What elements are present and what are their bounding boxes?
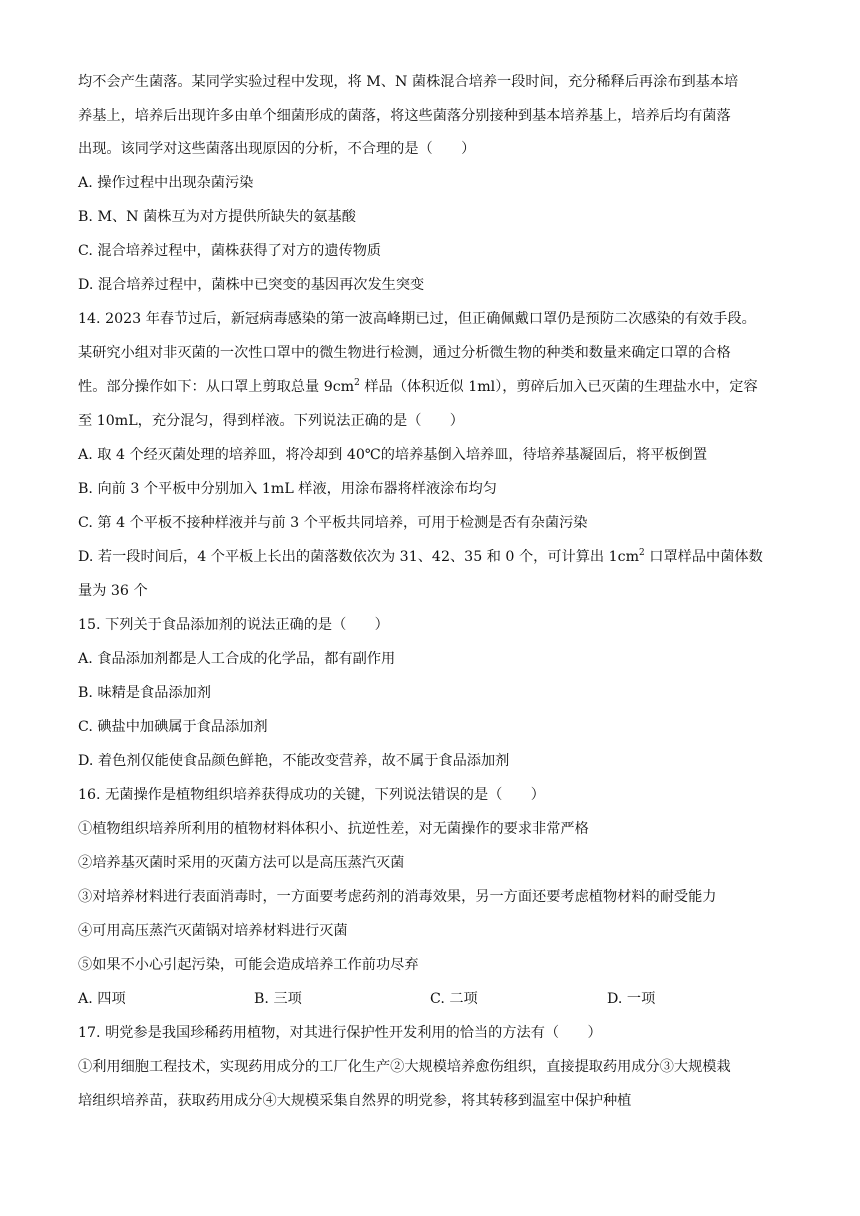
q16-statement-5: ⑤如果不小心引起污染，可能会造成培养工作前功尽弃 xyxy=(78,957,419,973)
q16-option-a: A. 四项 xyxy=(78,991,126,1007)
q13-option-d: D. 混合培养过程中，菌株中已突变的基因再次发生突变 xyxy=(78,277,425,293)
q15-option-b: B. 味精是食品添加剂 xyxy=(78,685,211,701)
q17-stem: 17. 明党参是我国珍稀药用植物，对其进行保护性开发利用的恰当的方法有（ ） xyxy=(78,1025,602,1041)
q16-option-b: B. 三项 xyxy=(254,991,302,1007)
q15-option-d: D. 着色剂仅能使食品颜色鲜艳，不能改变营养，故不属于食品添加剂 xyxy=(78,753,510,769)
q14-optd-sup: 2 xyxy=(639,548,645,558)
q13-option-b: B. M、N 菌株互为对方提供所缺失的氨基酸 xyxy=(78,209,356,225)
q13-stem-line-3: 出现。该同学对这些菌落出现原因的分析，不合理的是（ ） xyxy=(78,141,476,157)
q16-statement-1: ①植物组织培养所利用的植物材料体积小、抗逆性差，对无菌操作的要求非常严格 xyxy=(78,821,589,837)
q13-stem-line-1: 均不会产生菌落。某同学实验过程中发现，将 M、N 菌株混合培养一段时间，充分稀释后再涂布到基本培 xyxy=(78,74,739,90)
q16-option-d: D. 一项 xyxy=(607,991,656,1007)
q16-option-c: C. 二项 xyxy=(430,991,478,1007)
q15-option-a: A. 食品添加剂都是人工合成的化学品，都有副作用 xyxy=(78,651,396,667)
q13-stem-line-2: 养基上，培养后出现许多由单个细菌形成的菌落，将这些菌落分别接种到基本培养基上，培养后均有菌落 xyxy=(78,108,731,124)
q16-statement-2: ②培养基灭菌时采用的灭菌方法可以是高压蒸汽灭菌 xyxy=(78,855,405,871)
q14-stem-line-4: 至 10mL，充分混匀，得到样液。下列说法正确的是（ ） xyxy=(78,413,464,429)
q16-options xyxy=(78,989,798,1009)
q13-option-a: A. 操作过程中出现杂菌污染 xyxy=(78,175,254,191)
q14-option-d-cont: 量为 36 个 xyxy=(78,583,148,599)
q14-stem-line-1: 14. 2023 年春节过后，新冠病毒感染的第一波高峰期已过，但正确佩戴口罩仍是预防二次感染的有效手段。 xyxy=(78,311,756,327)
q14-option-a: A. 取 4 个经灭菌处理的培养皿，将冷却到 40℃的培养基倒入培养皿，待培养基凝固后，将平板倒置 xyxy=(78,447,708,463)
q15-stem: 15. 下列关于食品添加剂的说法正确的是（ ） xyxy=(78,617,389,633)
q14-line3-sup: 2 xyxy=(354,378,360,388)
q14-stem-line-2: 某研究小组对非灭菌的一次性口罩中的微生物进行检测，通过分析微生物的种类和数量来确定口罩的合格 xyxy=(78,345,731,361)
q16-statement-4: ④可用高压蒸汽灭菌锅对培养材料进行灭菌 xyxy=(78,923,348,939)
q14-optd-text-a: D. 若一段时间后，4 个平板上长出的菌落数依次为 31、42、35 和 0 个，可计算出 1cm xyxy=(78,549,640,565)
q14-option-d xyxy=(78,547,798,567)
q16-stem: 16. 无菌操作是植物组织培养获得成功的关键，下列说法错误的是（ ） xyxy=(78,787,545,803)
q17-statements-line-1: ①利用细胞工程技术，实现药用成分的工厂化生产②大规模培养愈伤组织，直接提取药用成分③大规模栽 xyxy=(78,1059,731,1075)
q14-stem-line-3 xyxy=(78,377,798,397)
q13-option-c: C. 混合培养过程中，菌株获得了对方的遗传物质 xyxy=(78,243,382,259)
q14-line3-text-a: 性。部分操作如下：从口罩上剪取总量 9cm xyxy=(78,379,355,395)
q16-statement-3: ③对培养材料进行表面消毒时，一方面要考虑药剂的消毒效果，另一方面还要考虑植物材料的耐受能力 xyxy=(78,889,717,905)
q14-option-c: C. 第 4 个平板不接种样液并与前 3 个平板共同培养，可用于检测是否有杂菌污染 xyxy=(78,515,588,531)
q14-line3-text-b: 样品（体积近似 1ml），剪碎后加入已灭菌的生理盐水中，定容 xyxy=(359,379,758,395)
q14-optd-text-b: 口罩样品中菌体数 xyxy=(644,549,763,565)
q15-option-c: C. 碘盐中加碘属于食品添加剂 xyxy=(78,719,268,735)
q17-statements-line-2: 培组织培养苗，获取药用成分④大规模采集自然界的明党参，将其转移到温室中保护种植 xyxy=(78,1093,632,1109)
q14-option-b: B. 向前 3 个平板中分别加入 1mL 样液，用涂布器将样液涂布均匀 xyxy=(78,481,497,497)
